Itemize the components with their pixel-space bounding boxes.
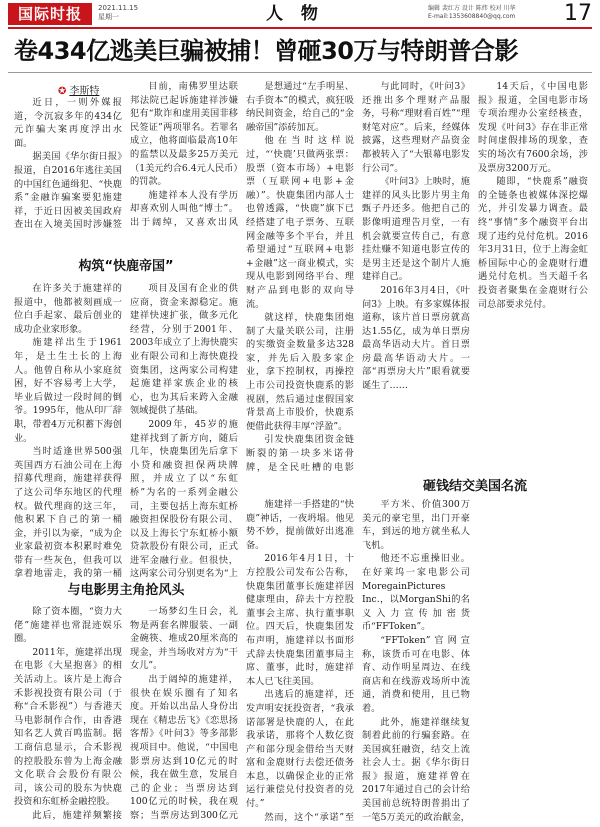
paragraph: 当时适逢世界500强英国西方石油公司在上海招募代理商，施建祥获得了这公司华东地区的代理权。做代理商的这三年，他积累下自己的第一桶金，并引以为豪，“成为企业家最初资本积累时难免带有一些灰色，但我可以拿着地雷走，我的第一桶 [14,446,122,579]
paragraph: 此外，施建祥继续复制着此前的行骗套路。在美国疯狂融资，结交上流社会人士。据《华尔街日报》报道，施建祥曾在2017年通过自己的会计给美国前总统特朗普捐出了一笔5万美元的政治献金， [362,716,470,823]
paragraph: 14天后，《中国电影报》报道，全国电影市场专项治理办公室经核查，发现《叶问3》存在非正常时间虚假排场的现象，查实的场次有7600余场，涉及票房3200万元。 [478,81,588,174]
paragraph: 他在当时这样说过，“‘快鹿’只做两张票：股票（资本市场）+电影票（互联网+电影+金融）”。快鹿集团内部人士也曾透露，“快鹿”旗下已经搭建了电子票务、互联网金融等多个平台，并且希望通过“互联网+电影+金融”这一商业模式，实现从电影到网络平台、理财产品到电影的双向导流。 [246,135,354,310]
headline-rule [8,72,592,73]
newspaper-logo: 国际时报 [8,3,92,25]
paragraph: 除了资本圈，“资力大佬”施建祥也常混迹娱乐圈。 [14,606,122,645]
paragraph: 施建祥本人没有学历却喜欢别人叫他“博士”。出于阔绰，又喜欢出风 [130,189,238,228]
issue-date-block [98,4,138,22]
paragraph: 据美国《华尔街日报》报道，自2016年逃往美国的中国红色通缉犯、“快鹿系”金融诈骗案要犯施建祥，于近日因被美国政府查出在入境美国时涉嫌签 [14,151,122,230]
paragraph: 2009年，45岁的施建祥找到了新方向，随后几年，快鹿集团先后拿下小贷和融资担保两块牌照，并成立了以“东虹桥”为名的一系列金融公司，主要包括上海东虹桥融资担保股份有限公司、以及上海长宁东虹桥小额贷款股份有限公司，正式进军金融行业。但很快，这两家公司分别更名为“上 [130,418,238,579]
paragraph: 近日，一则外媒报道，令沉寂多年的434亿元诈骗大案再度浮出水面。 [14,97,122,149]
paragraph: 项目及国有企业的供应商，资金来源稳定。施建祥快速扩张，做多元化经营，分别于2001年、2003年成立了上海快鹿实业有限公司和上海快鹿投资集团，这两家公司构建起施建祥家族企业的核心，也为其后来跨入金融领域提供了基础。 [130,283,238,417]
paragraph: 出逃后的施建祥，还发声明安抚投资者，“我承诺部署是快鹿的人，在此我承诺，那将个人数亿资产和部分现金借给当天财富和金鹿财行去偿还债务本息，以确保企业的正常运行兼偿兑付投资者的兑付。” [246,689,354,810]
article-column-4-top [362,80,470,475]
paragraph: 一场梦幻生日会，礼物是两套名牌服装、一副金碗筷、堆成20厘米高的现金，并当场收对方为“干女儿”。 [130,606,238,672]
byline-marker-icon: ✪ [58,86,67,97]
paragraph: 此后，施建祥频繁接 [32,809,122,821]
paragraph: 然而，这个“承诺”至 [264,811,354,823]
paragraph: 施建祥一手搭建的“快鹿”神话，一夜坍塌。他见势不妙，提前做好出逃准备。 [246,499,354,551]
article-column-1-bottom [14,605,122,823]
article-column-1-mid [14,282,122,579]
paragraph: 施建祥出生于1961年，是土生土长的上海人。他曾自称从小家庭贫困，好不容易考上大学，毕业后做过一段时间的倒爷。1995年，他从印厂辞职，带着4万元积蓄下海创业。 [14,337,122,444]
paragraph: 他还不忘重操旧业。在好莱坞一家电影公司MoregainPictures Inc.，以MorganShi的名义入力宣传加密货币“FFToken”。 [362,553,470,633]
paragraph: 平方米、价值300万美元的豪宅里，出门开豪车，到远的地方就坐私人飞机。 [362,499,470,551]
staff-email: E-mail:1353608840@qq.com [428,13,516,20]
byline [58,82,99,97]
article-column-1-top [14,96,122,230]
paragraph: 在许多关于施建祥的报道中，他都被刻画成一位白手起家、最后创业的成功企业家形象。 [14,283,122,335]
article-column-2-top [130,80,238,230]
paragraph: 是想通过“左手明星、右手资本”的模式，疯狂吸纳民间资金，给自己的“金融帝国”添砖加瓦。 [246,81,354,133]
paragraph: 就这样，快鹿集团炮制了大量关联公司，注册的实缴资金数量多达328家，并先后入股多家企业，拿下控制权，再操控上市公司投资快鹿系的影视剧，然后通过虚假国家背景高上市股价，快鹿系便借此获得丰厚“浮盈”。 [246,312,354,432]
staff-names: 编辑 裴红方 设计 陈炜 校对 川华 [428,5,516,12]
paragraph: 《叶问3》上映时，施建祥的风头比影片男主角甄子丹还多。他把自己的影像明道理告月堂，一有机会就要宣传自己，有意挂灶赚不知道电影宣传的是男主还是这个制片人施建祥自己。 [362,176,470,283]
header-rule [8,27,592,29]
paragraph: “FFToken”官网宣称，该货币可在电影、体育、动作明星周边、在线商店和在线游戏场所中流通，消费和使用，且已物着。 [362,634,470,714]
page-number: 17 [564,1,592,26]
article-column-5-top [478,80,588,475]
paragraph: 目前，南佛罗里达联邦法院已起诉施建祥涉嫌犯有“欺诈和虚用美国非移民签证”两项罪名。若罪名成立，他将面临最高10年的监禁以及最多25万美元（1美元约合6.4元人民币）的罚款。 [130,81,238,188]
staff-credits [428,5,558,21]
paragraph: 与此同时，《叶问3》还推出多个理财产品服务，号称“理财看百姓”“理财笔对应”。后来，经媒体披露，这些理财产品资金都被转入了“大银幕电影发行公司”。 [362,81,470,174]
paragraph: 2011年，施建祥出现在电影《大星抱喜》的相关活动上。该片是上海合禾影视投资有限公司（于称“合禾影视”）与香港天马电影制作合作，由香港知名艺人黄百鸣监制。据工商信息显示，合禾影视的控股股东曾为上海金融文化联合会股份有限公司，该公司的股东为快鹿投资和东虹桥金融控股。 [14,646,122,808]
article-column-2-bottom [130,605,238,823]
paragraph: 2016年4月1日，十方控股公司发布公告称，快鹿集团董事长施建祥因健康理由，辞去十方控股董事会主席、执行董事职位。四天后，快鹿集团发布声明，施建祥以书面形式辞去快鹿集团董事局主席、董事，此时，施建祥本人已飞往美国。 [246,553,354,687]
headline: 卷434亿逃美巨骗被捕！曾砸30万与特朗普合影 [14,37,518,65]
paragraph: 随即，“快鹿系”融资的全链条也被媒体深挖爆光，并引发暴力调查。最终“事情”多个融资平台出现了违约兑付危机。2016年3月31日，位于上海金虹桥国际中心的金鹿财行遭遇兑付危机。当天超千名投资者聚集在金鹿财行公司总部要求兑付。 [478,176,588,310]
article-column-3-top [246,80,354,475]
article-column-2-mid [130,282,238,579]
section-title: 人 物 [266,4,324,24]
masthead [8,3,592,27]
issue-date: 2021.11.15 [98,4,139,12]
paragraph: 2016年3月4日，《叶问3》上映。有多家媒体报道称，该片首日票房就高达1.55亿，成为单日票房最高华语动大片。首日票房最高华语动大片。一部“再票房大片”眼看就要诞生了…… [362,284,470,392]
issue-weekday: 星期一 [98,13,119,21]
subhead-kuailu-empire: 构筑“快鹿帝国” [78,259,174,274]
author-name: 李斯特 [69,86,100,97]
subhead-befriend-elites: 砸钱结交美国名流 [422,479,527,494]
article-column-3-bottom [246,498,354,823]
paragraph: 出于阔绰的施建祥，很快在娱乐圈有了知名度。开始以出品人身份出现在《精忠岳飞》《恋思扬客帮》《叶问3》等多部影视项目中。他说，“中国电影票房达到10亿元的时候，我在做生意，发展自己的企业；当票房达到100亿元的时候，我在观察；当票房达到300亿元 [130,673,238,821]
article-column-4-bottom [362,498,470,823]
subhead-film-spotlight: 与电影男主角抢风头 [67,583,185,598]
paragraph: 引发快鹿集团资金链断裂的第一块多米诺骨牌，是全民吐槽的电影 [246,434,354,473]
